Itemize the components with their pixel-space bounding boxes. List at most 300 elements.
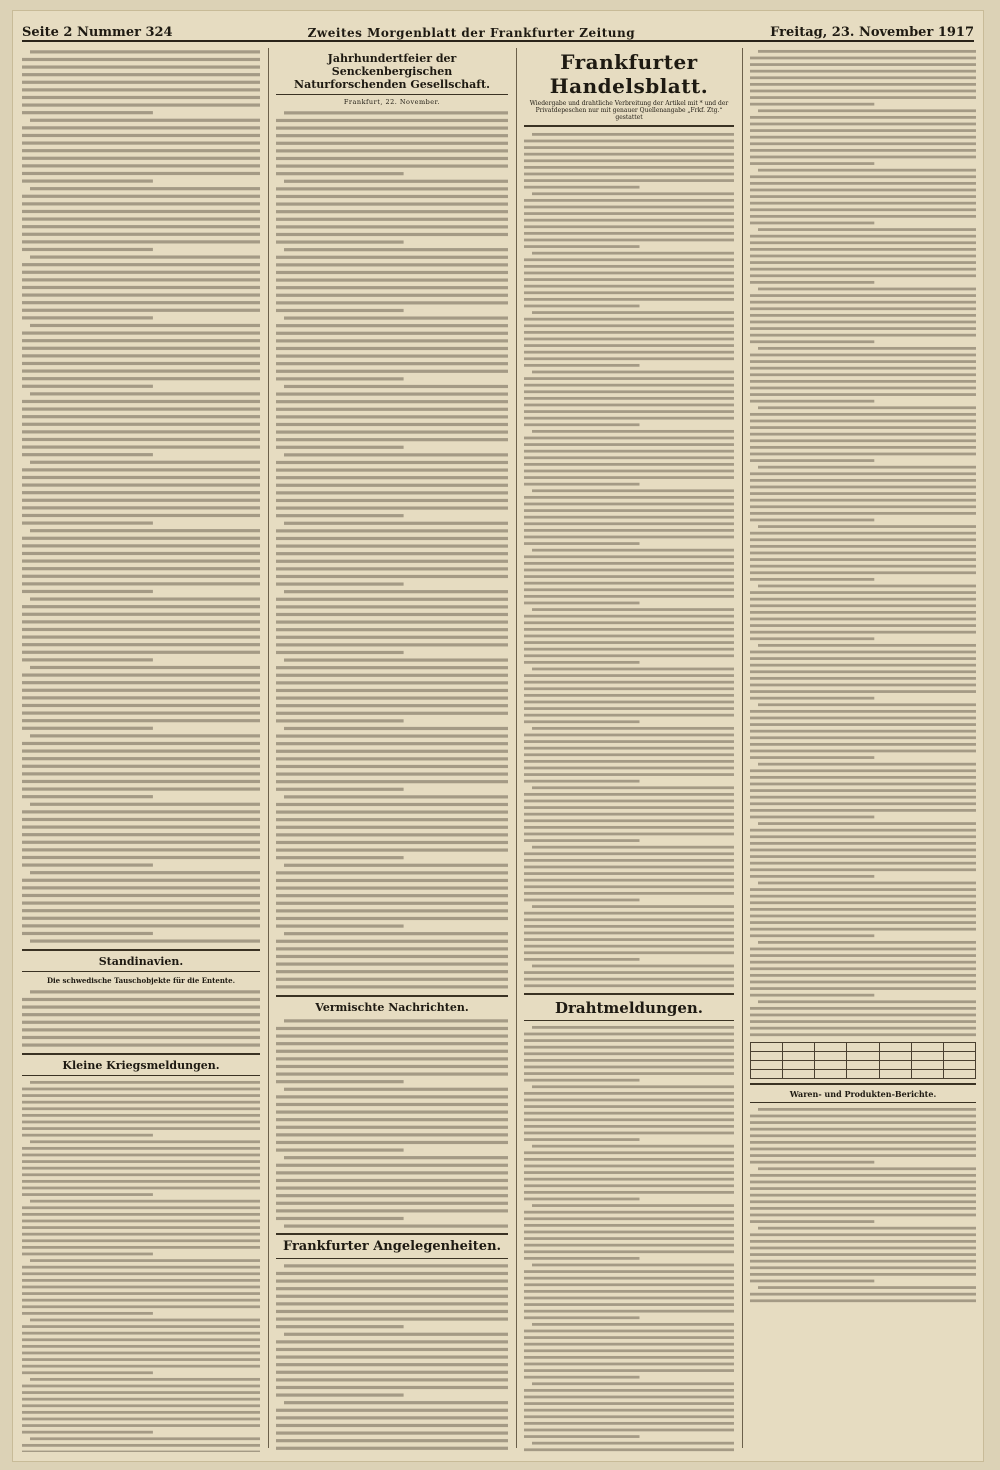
text-line (276, 1125, 508, 1128)
text-line (750, 195, 976, 198)
text-line (750, 1233, 976, 1236)
text-line (750, 156, 976, 159)
column-text (750, 1106, 976, 1304)
text-line (524, 522, 734, 525)
text-line (276, 484, 508, 487)
text-line (750, 954, 976, 957)
text-line (524, 1059, 734, 1062)
text-line (22, 423, 260, 426)
text-line (276, 377, 404, 380)
section-rule (524, 1020, 734, 1021)
text-line (750, 1033, 976, 1036)
text-line (276, 1102, 508, 1105)
text-line (276, 529, 508, 532)
text-line (276, 514, 404, 517)
text-line (22, 286, 260, 289)
text-line (276, 301, 508, 304)
text-line (750, 789, 976, 792)
text-line (524, 885, 734, 888)
text-line (276, 788, 404, 791)
text-line (524, 701, 734, 704)
text-line (276, 134, 508, 137)
text-line (750, 809, 976, 812)
text-line (22, 483, 260, 486)
text-line (532, 1204, 734, 1207)
text-line (22, 727, 153, 730)
text-line (750, 750, 976, 753)
text-line (750, 182, 976, 185)
text-line (524, 925, 734, 928)
text-line (22, 240, 260, 243)
text-line (750, 598, 976, 601)
text-line (750, 241, 976, 244)
text-line (22, 765, 260, 768)
text-line (750, 816, 874, 819)
text-line (524, 351, 734, 354)
text-line (750, 835, 976, 838)
text-line (750, 175, 976, 178)
text-line (22, 909, 260, 912)
text-line (532, 489, 734, 492)
text-line (276, 1394, 404, 1397)
text-line (758, 822, 976, 825)
text-line (758, 288, 976, 291)
section-rule (750, 1102, 976, 1103)
text-line (276, 712, 508, 715)
text-line (750, 248, 976, 251)
section-rule (22, 949, 260, 951)
text-line (750, 578, 874, 581)
text-line (524, 641, 734, 644)
text-line (276, 598, 508, 601)
text-line (750, 948, 976, 951)
text-line (524, 1066, 734, 1069)
text-line (524, 1158, 734, 1161)
text-line (22, 1338, 260, 1341)
text-line (22, 1013, 260, 1016)
text-line (750, 981, 976, 984)
text-line (276, 985, 508, 988)
text-line (750, 1207, 976, 1210)
text-line (524, 1303, 734, 1306)
text-line (750, 116, 976, 119)
text-line (524, 463, 734, 466)
text-line (524, 826, 734, 829)
text-line (22, 711, 260, 714)
text-line (532, 1382, 734, 1385)
text-line (22, 65, 260, 68)
text-line (750, 624, 976, 627)
text-line (22, 856, 260, 859)
text-line (532, 786, 734, 789)
text-line (276, 1341, 508, 1344)
text-line (22, 347, 260, 350)
text-line (22, 1094, 260, 1097)
text-line (22, 1127, 260, 1130)
text-line (524, 621, 734, 624)
text-line (524, 628, 734, 631)
text-line (750, 387, 976, 390)
text-line (750, 433, 976, 436)
text-line (284, 1333, 508, 1336)
text-line (758, 763, 976, 766)
header-date: Freitag, 23. November 1917 (770, 25, 974, 40)
text-line (22, 590, 153, 593)
text-line (750, 354, 976, 357)
text-line (30, 871, 260, 874)
text-line (22, 1371, 153, 1374)
text-line (276, 560, 508, 563)
text-line (30, 1378, 260, 1381)
text-line (524, 1409, 734, 1412)
text-line (758, 466, 976, 469)
text-line (22, 1384, 260, 1387)
text-line (524, 852, 734, 855)
text-line (30, 392, 260, 395)
text-line (524, 542, 640, 545)
text-line (22, 445, 260, 448)
text-line (276, 438, 508, 441)
text-line (22, 1043, 260, 1046)
text-line (22, 1450, 260, 1452)
text-line (524, 338, 734, 341)
text-line (276, 1201, 508, 1204)
text-line (22, 233, 260, 236)
text-line (276, 537, 508, 540)
text-line (524, 767, 734, 770)
page-header (22, 18, 974, 42)
column-text (22, 988, 260, 1049)
text-line (750, 486, 976, 489)
text-line (22, 217, 260, 220)
text-line (276, 415, 508, 418)
text-line (22, 362, 260, 365)
text-line (750, 83, 976, 86)
text-line (30, 50, 260, 53)
text-line (524, 483, 640, 486)
text-line (524, 1198, 640, 1201)
header-page-number: Seite 2 Nummer 324 (22, 25, 173, 40)
text-line (750, 1220, 874, 1223)
text-line (750, 1200, 976, 1203)
text-line (22, 1252, 153, 1255)
text-line (22, 1358, 260, 1361)
text-line (750, 327, 976, 330)
text-line (524, 417, 734, 420)
text-line (30, 1199, 260, 1202)
text-line (276, 681, 508, 684)
text-line (524, 1244, 734, 1247)
text-line (276, 164, 508, 167)
text-line (276, 294, 508, 297)
text-line (276, 848, 508, 851)
text-line (524, 1099, 734, 1102)
text-line (750, 1194, 976, 1197)
text-line (524, 753, 734, 756)
section-rule (22, 1053, 260, 1055)
text-line (750, 1266, 976, 1269)
text-line (524, 1092, 734, 1095)
text-line (276, 354, 508, 357)
text-line (276, 1072, 508, 1075)
text-line (276, 499, 508, 502)
text-line (524, 899, 640, 902)
text-line (524, 344, 734, 347)
text-line (524, 582, 734, 585)
text-line (276, 1371, 508, 1374)
text-line (750, 684, 976, 687)
text-line (276, 1424, 508, 1427)
text-line (524, 225, 734, 228)
text-line (276, 157, 508, 160)
text-line (30, 461, 260, 464)
text-line (276, 909, 508, 912)
column-text (22, 48, 260, 945)
text-line (22, 271, 260, 274)
section-rule (524, 993, 734, 995)
text-line (524, 978, 734, 981)
text-line (750, 426, 976, 429)
text-line (750, 1273, 976, 1276)
text-line (750, 565, 976, 568)
text-line (22, 1417, 260, 1420)
text-line (524, 529, 734, 532)
text-line (284, 1224, 508, 1227)
text-line (524, 800, 734, 803)
text-line (276, 172, 404, 175)
text-line (524, 951, 734, 954)
text-line (276, 1318, 508, 1321)
text-line (22, 1226, 260, 1229)
text-line (750, 334, 976, 337)
text-line (524, 404, 734, 407)
text-line (22, 248, 153, 251)
text-line (22, 1166, 260, 1169)
section-rule (524, 125, 734, 127)
text-line (524, 1211, 734, 1214)
text-line (750, 63, 976, 66)
text-line (276, 1178, 508, 1181)
text-line (22, 1444, 260, 1447)
text-line (284, 1087, 508, 1090)
text-line (524, 1330, 734, 1333)
text-line (524, 1415, 734, 1418)
text-line (276, 370, 508, 373)
text-line (30, 1318, 260, 1321)
column-rule (268, 48, 269, 1448)
column-3 (524, 48, 734, 1452)
text-line (22, 1186, 260, 1189)
text-line (284, 1265, 508, 1268)
text-line (30, 1140, 260, 1143)
text-line (22, 537, 260, 540)
text-line (276, 1216, 404, 1219)
text-line (276, 902, 508, 905)
text-line (524, 516, 734, 519)
text-line (524, 1224, 734, 1227)
text-line (750, 1007, 976, 1010)
text-line (750, 756, 874, 759)
text-line (524, 1217, 734, 1220)
text-line (22, 1325, 260, 1328)
text-line (276, 286, 508, 289)
text-line (750, 129, 976, 132)
text-line (532, 727, 734, 730)
section-heading-warenberichte: Waren- und Produkten-Berichte. (789, 1089, 937, 1099)
text-line (524, 1105, 734, 1108)
text-line (22, 179, 153, 182)
text-line (22, 1028, 260, 1031)
text-line (30, 803, 260, 806)
text-line (524, 1165, 734, 1168)
text-line (524, 892, 734, 895)
text-line (276, 643, 508, 646)
text-line (276, 195, 508, 198)
text-line (22, 1285, 260, 1288)
text-line (276, 1356, 508, 1359)
text-line (750, 413, 976, 416)
text-line (276, 1432, 508, 1435)
text-line (750, 208, 976, 211)
text-line (22, 559, 260, 562)
text-line (750, 142, 976, 145)
text-line (276, 879, 508, 882)
text-line (284, 795, 508, 798)
text-line (22, 1005, 260, 1008)
text-line (284, 1401, 508, 1404)
text-line (750, 189, 976, 192)
text-line (22, 886, 260, 889)
text-line (524, 1231, 734, 1234)
text-line (524, 1336, 734, 1339)
text-line (524, 410, 734, 413)
text-line (276, 1171, 508, 1174)
text-line (22, 544, 260, 547)
text-line (750, 1240, 976, 1243)
text-line (758, 585, 976, 588)
text-line (524, 153, 734, 156)
text-line (524, 232, 734, 235)
text-line (276, 392, 508, 395)
text-line (22, 628, 260, 631)
text-line (276, 1272, 508, 1275)
text-line (276, 187, 508, 190)
text-line (750, 921, 976, 924)
text-line (22, 567, 260, 570)
text-line (22, 157, 260, 160)
text-line (524, 1191, 734, 1194)
text-line (276, 339, 508, 342)
text-line (750, 380, 976, 383)
text-line (22, 1331, 260, 1334)
article-heading-senckenberg: Jahrhundertfeier der Senckenbergischen Naturforschenden Gesellschaft. (294, 52, 490, 91)
text-line (22, 468, 260, 471)
section-rule (276, 995, 508, 997)
text-line (750, 532, 976, 535)
text-line (30, 666, 260, 669)
text-line (750, 710, 976, 713)
text-line (524, 1033, 734, 1036)
text-line (524, 734, 734, 737)
text-line (276, 309, 404, 312)
text-line (750, 637, 874, 640)
text-line (276, 430, 508, 433)
text-line (524, 569, 734, 572)
section-heading-drahtmeldungen: Drahtmeldungen. (554, 999, 704, 1017)
text-line (22, 1120, 260, 1123)
text-line (22, 757, 260, 760)
text-line (750, 360, 976, 363)
text-line (524, 437, 734, 440)
text-line (524, 1356, 734, 1359)
text-line (22, 719, 260, 722)
text-line (284, 590, 508, 593)
text-line (750, 1020, 976, 1023)
text-line (22, 787, 260, 790)
text-line (524, 291, 734, 294)
text-line (22, 1246, 260, 1249)
text-line (22, 210, 260, 213)
text-line (276, 332, 508, 335)
text-line (524, 1072, 734, 1075)
text-line (22, 103, 260, 106)
text-line (524, 1349, 734, 1352)
text-line (22, 673, 260, 676)
text-line (276, 278, 508, 281)
text-line (524, 1283, 734, 1286)
text-line (750, 90, 976, 93)
text-line (524, 258, 734, 261)
text-line (276, 894, 508, 897)
text-line (524, 536, 734, 539)
text-line (22, 704, 260, 707)
text-line (22, 1219, 260, 1222)
text-line (22, 263, 260, 266)
text-line (276, 1295, 508, 1298)
text-line (532, 133, 734, 136)
text-line (276, 263, 508, 266)
text-line (524, 298, 734, 301)
text-line (750, 1128, 976, 1131)
text-line (284, 1156, 508, 1159)
column-text (276, 1262, 508, 1452)
text-line (22, 924, 260, 927)
text-line (276, 461, 508, 464)
text-line (524, 1297, 734, 1300)
text-line (22, 453, 153, 456)
text-line (276, 476, 508, 479)
text-line (524, 984, 734, 987)
text-line (276, 1280, 508, 1283)
text-line (276, 1064, 508, 1067)
text-line (22, 521, 153, 524)
text-line (276, 271, 508, 274)
text-line (30, 1437, 260, 1440)
text-line (276, 757, 508, 760)
text-line (22, 1424, 260, 1427)
text-line (22, 575, 260, 578)
text-line (30, 597, 260, 600)
text-line (276, 126, 508, 129)
column-rule (516, 48, 517, 1448)
text-line (750, 783, 976, 786)
text-line (524, 285, 734, 288)
text-line (22, 848, 260, 851)
text-line (750, 849, 976, 852)
section-rule (276, 94, 508, 95)
text-line (22, 58, 260, 61)
text-line (22, 385, 153, 388)
